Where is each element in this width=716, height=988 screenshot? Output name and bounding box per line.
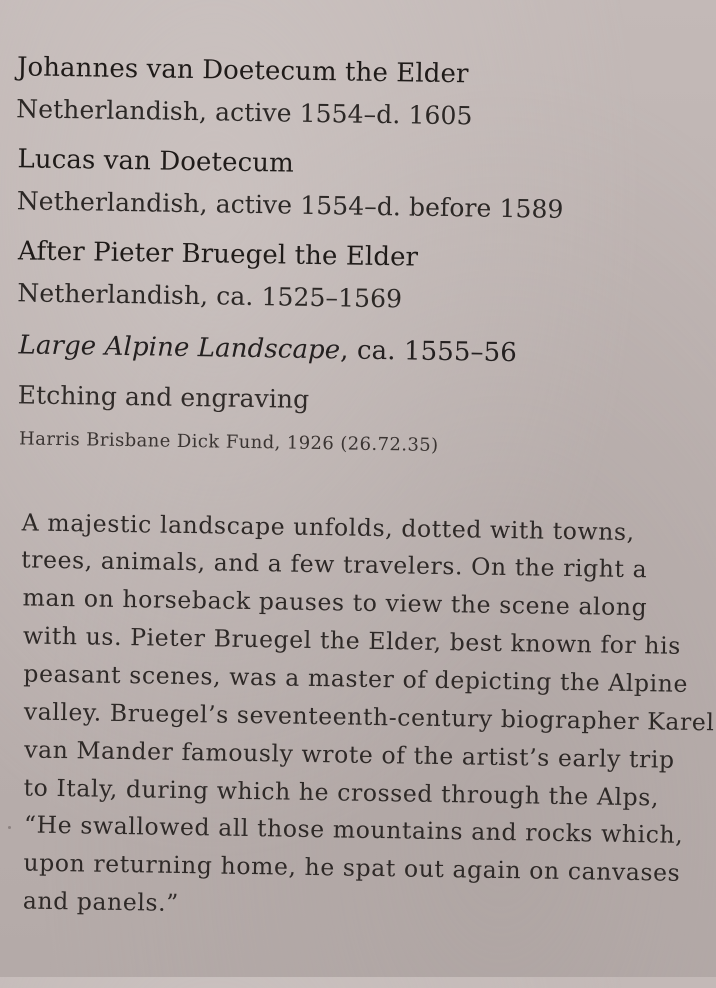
artist-3-name: After Pieter Bruegel the Elder [17, 236, 419, 273]
artwork-date: , ca. 1555–56 [340, 335, 518, 369]
description-line: peasant scenes, was a master of depicting the Alpine [23, 659, 689, 698]
artist-2-name: Lucas van Doetecum [17, 144, 295, 179]
artwork-medium: Etching and engraving [17, 380, 310, 414]
description-line: trees, animals, and a few travelers. On the right a [20, 545, 648, 584]
artwork-title: Large Alpine Landscape [18, 330, 341, 366]
wall-speck [8, 826, 11, 829]
description-line: to Italy, during which he crossed through the Alps, [23, 773, 660, 812]
artist-1-name: Johannes van Doetecum the Elder [16, 52, 469, 90]
description-line: and panels.” [22, 886, 180, 917]
artist-1-details: Netherlandish, active 1554–d. 1605 [16, 94, 473, 131]
description-line: with us. Pieter Bruegel the Elder, best known for his [22, 621, 682, 660]
artist-2-details: Netherlandish, active 1554–d. before 1589 [16, 186, 564, 224]
artwork-title-line [18, 330, 517, 368]
description-line: “He swallowed all those mountains and rocks which, [23, 810, 684, 849]
credit-line: Harris Brisbane Dick Fund, 1926 (26.72.35) [18, 428, 439, 456]
description-line: A majestic landscape unfolds, dotted with towns, [21, 508, 635, 547]
artist-3-details: Netherlandish, ca. 1525–1569 [17, 278, 403, 314]
description-line: upon returning home, he spat out again on canvases [23, 848, 681, 887]
description-line: van Mander famously wrote of the artist’s early trip [24, 735, 675, 774]
description-line: man on horseback pauses to view the scene along [22, 583, 648, 622]
description-line: valley. Bruegel’s seventeenth-century biographer Karel [23, 697, 715, 737]
